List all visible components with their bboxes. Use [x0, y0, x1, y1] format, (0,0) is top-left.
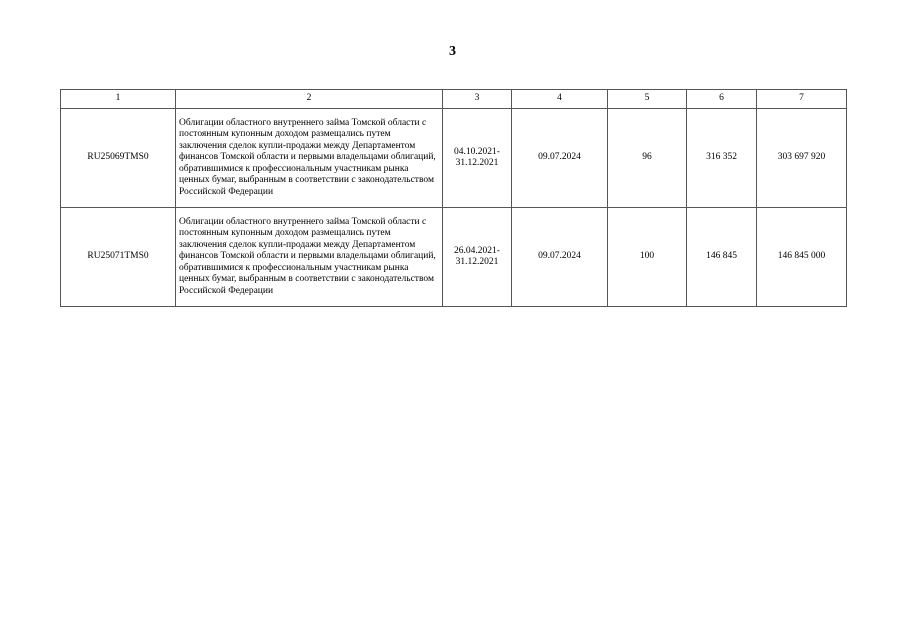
column-header: 1 — [61, 90, 176, 109]
table-header-row — [61, 90, 847, 109]
placement-period-cell — [443, 208, 512, 307]
col7-cell: 146 845 000 — [757, 208, 847, 307]
bond-code-cell: RU25071TMS0 — [61, 208, 176, 307]
bond-table — [60, 89, 847, 307]
column-header: 7 — [757, 90, 847, 109]
col5-cell: 96 — [608, 109, 687, 208]
col5-cell: 100 — [608, 208, 687, 307]
column-header: 5 — [608, 90, 687, 109]
period-end: 31.12.2021 — [455, 158, 499, 168]
column-header: 4 — [512, 90, 608, 109]
column-header: 2 — [176, 90, 443, 109]
date-cell: 09.07.2024 — [512, 109, 608, 208]
column-header: 6 — [687, 90, 757, 109]
table-row — [61, 208, 847, 307]
date-cell: 09.07.2024 — [512, 208, 608, 307]
period-end: 31.12.2021 — [455, 257, 499, 267]
col7-cell: 303 697 920 — [757, 109, 847, 208]
table-row — [61, 109, 847, 208]
bond-description-cell: Облигации областного внутреннего займа Томской области с постоянным купонным доходом размещались путем заключения сделок купли-продажи между Департаментом финансов Томской области и первыми владельцами облигаций, обратившимися к профессиональным участникам рынка ценных бумаг, выбранным в соответствии с законодательством Российской Федерации — [176, 109, 443, 208]
bond-description-cell: Облигации областного внутреннего займа Томской области с постоянным купонным доходом размещались путем заключения сделок купли-продажи между Департаментом финансов Томской области и первыми владельцами облигаций, обратившимися к профессиональным участникам рынка ценных бумаг, выбранным в соответствии с законодательством Российской Федерации — [176, 208, 443, 307]
placement-period-cell — [443, 109, 512, 208]
period-start: 26.04.2021- — [454, 245, 500, 256]
period-start: 04.10.2021- — [454, 146, 500, 157]
column-header: 3 — [443, 90, 512, 109]
page-number: 3 — [449, 44, 456, 59]
col6-cell: 146 845 — [687, 208, 757, 307]
col6-cell: 316 352 — [687, 109, 757, 208]
bond-code-cell: RU25069TMS0 — [61, 109, 176, 208]
